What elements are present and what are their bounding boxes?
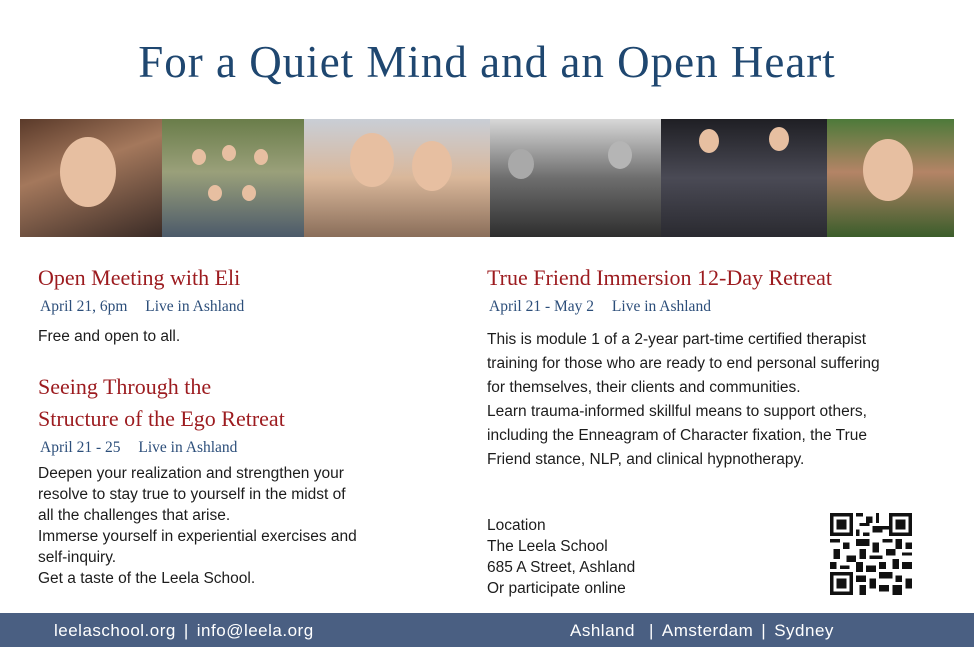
- photo-woman-portrait: [20, 119, 162, 237]
- event-meta: [40, 439, 438, 457]
- footer-cities: [570, 621, 834, 641]
- description-line: Deepen your realization and strengthen your: [38, 465, 344, 482]
- event-title: Open Meeting with Eli: [38, 265, 241, 290]
- event-description: [487, 328, 957, 472]
- qr-code-icon[interactable]: [830, 513, 912, 595]
- website-link[interactable]: leelaschool.org: [54, 621, 176, 640]
- event-meta: [489, 298, 957, 316]
- footer-divider: |: [183, 621, 189, 640]
- event-ego-retreat: [38, 371, 438, 589]
- event-meta: [40, 298, 438, 316]
- event-date: April 21 - 25: [40, 439, 121, 456]
- city-amsterdam: Amsterdam: [661, 621, 754, 640]
- event-open-meeting: [38, 262, 438, 347]
- left-column: [38, 262, 438, 589]
- location-online: Or participate online: [487, 580, 626, 597]
- event-title: True Friend Immersion 12-Day Retreat: [487, 265, 833, 290]
- event-description: [38, 463, 438, 589]
- description-line: Learn trauma-informed skillful means to support others,: [487, 403, 867, 420]
- photo-group: [162, 119, 304, 237]
- event-place: Live in Ashland: [145, 298, 245, 315]
- footer-contact: [54, 621, 314, 641]
- location-block: [487, 515, 635, 599]
- photo-strip: [20, 119, 954, 237]
- description-line: resolve to stay true to yourself in the midst of: [38, 486, 346, 503]
- photo-stage-talk: [661, 119, 827, 237]
- description-line: Friend stance, NLP, and clinical hypnotherapy.: [487, 451, 805, 468]
- email-link[interactable]: info@leela.org: [196, 621, 314, 640]
- photo-woman-smiling: [827, 119, 954, 237]
- event-date: April 21, 6pm: [40, 298, 128, 315]
- footer-divider: |: [648, 621, 654, 640]
- description-line: training for those who are ready to end personal suffering: [487, 355, 880, 372]
- location-heading: Location: [487, 517, 546, 534]
- location-address: 685 A Street, Ashland: [487, 559, 636, 576]
- description-line: Immerse yourself in experiential exercises and: [38, 528, 357, 545]
- city-sydney: Sydney: [774, 621, 834, 640]
- description-line: all the challenges that arise.: [38, 507, 231, 524]
- right-column: [487, 262, 957, 472]
- description-line: This is module 1 of a 2-year part-time certified therapist: [487, 331, 867, 348]
- page-title: For a Quiet Mind and an Open Heart: [138, 37, 836, 87]
- event-title-line: Seeing Through the: [38, 374, 212, 399]
- event-title-line: Structure of the Ego Retreat: [38, 406, 285, 431]
- photo-two-women: [304, 119, 490, 237]
- description-line: Free and open to all.: [38, 328, 181, 345]
- event-description: [38, 326, 438, 347]
- footer-bar: [0, 613, 974, 647]
- description-line: including the Enneagram of Character fixation, the True: [487, 427, 867, 444]
- event-date: April 21 - May 2: [489, 298, 595, 315]
- description-line: Get a taste of the Leela School.: [38, 570, 256, 587]
- description-line: for themselves, their clients and communities.: [487, 379, 801, 396]
- location-name: The Leela School: [487, 538, 608, 555]
- event-title: [38, 371, 438, 435]
- event-place: Live in Ashland: [611, 298, 711, 315]
- city-ashland: Ashland: [570, 621, 635, 640]
- photo-session-bw: [490, 119, 661, 237]
- event-place: Live in Ashland: [138, 439, 238, 456]
- description-line: self-inquiry.: [38, 549, 117, 566]
- footer-divider: |: [761, 621, 767, 640]
